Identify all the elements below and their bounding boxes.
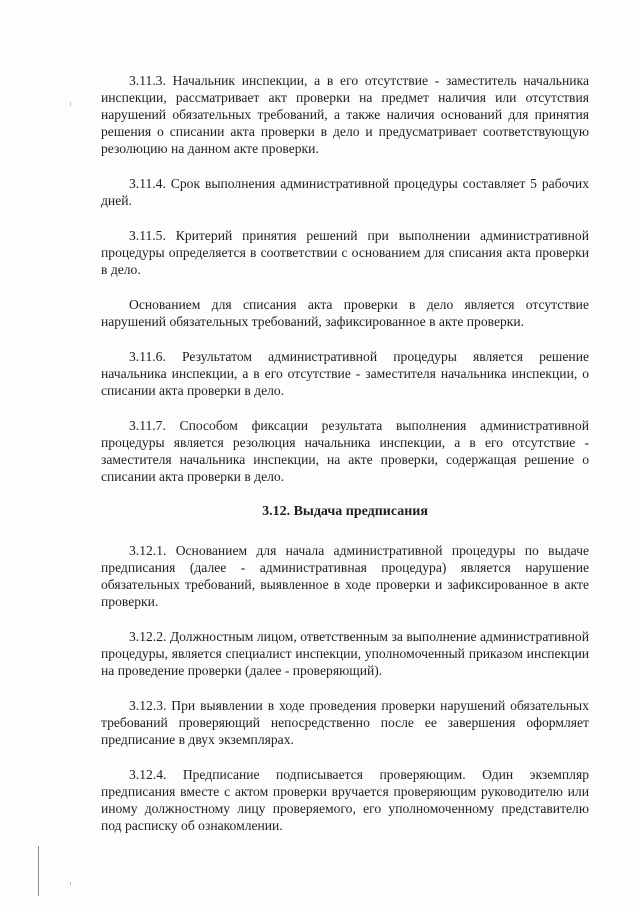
document-body [101,72,589,852]
paragraph-3-12-2: 3.12.2. Должностным лицом, ответственным за выполнение административной процедуры, является специалист инспекции, уполномоченный приказом инспекции на проведение проверки (далее - проверяющий). [101,629,589,678]
paragraph-3-12-3: 3.12.3. При выявлении в ходе проведения проверки нарушений обязательных требований проверяющий непосредственно после ее завершения оформляет предписание в двух экземплярах. [101,698,589,747]
paragraph-3-11-4: 3.11.4. Срок выполнения административной процедуры составляет 5 рабочих дней. [101,176,589,208]
scan-artifact [70,102,71,106]
paragraph-3-11-6: 3.11.6. Результатом административной процедуры является решение начальника инспекции, а в его отсутствие - заместителя начальника инспекции, о списании акта проверки в дело. [101,349,589,398]
paragraph-3-11-3: 3.11.3. Начальник инспекции, а в его отсутствие - заместитель начальника инспекции, рассматривает акт проверки на предмет наличия или отсутствия нарушений обязательных требований, а также наличия оснований для принятия решения о списании акта проверки в дело и предусматривает соответствующую резолюцию на данном акте проверки. [101,73,589,156]
scan-artifact [70,882,71,885]
paragraph-basis: Основанием для списания акта проверки в дело является отсутствие нарушений обязательных требований, зафиксированное в акте проверки. [101,297,589,329]
scan-edge-line [38,846,39,896]
paragraph-3-12-1: 3.12.1. Основанием для начала административной процедуры по выдаче предписания (далее - административная процедура) является нарушение обязательных требований, выявленное в ходе проверки и зафиксированное в акте проверки. [101,543,589,609]
section-heading: 3.12. Выдача предписания [262,504,428,519]
paragraph-3-11-5: 3.11.5. Критерий принятия решений при выполнении административной процедуры определяется в соответствии с основанием для списания акта проверки в дело. [101,228,589,277]
paragraph-3-12-4: 3.12.4. Предписание подписывается проверяющим. Один экземпляр предписания вместе с актом проверки вручается проверяющим руководителю или иному должностному лицу проверяемого, его уполномоченному представителю под расписку об ознакомлении. [101,767,589,833]
paragraph-3-11-7: 3.11.7. Способом фиксации результата выполнения административной процедуры является резолюция начальника инспекции, а в его отсутствие - заместителя начальника инспекции, на акте проверки, содержащая решение о списании акта проверки в дело. [101,418,589,484]
